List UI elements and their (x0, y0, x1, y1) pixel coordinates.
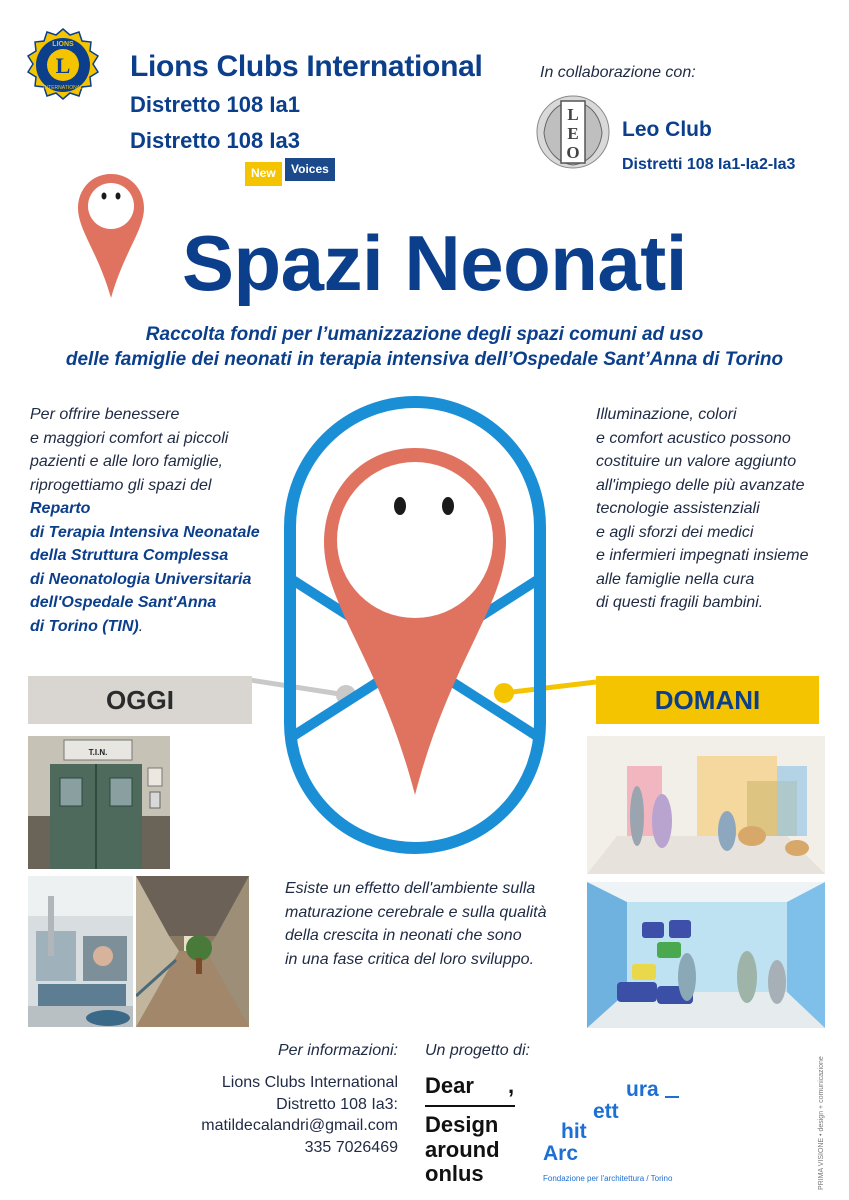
right-line: e comfort acustico possono (596, 429, 791, 447)
today-label: OGGI (106, 685, 174, 715)
photo-hospital-corridor (136, 876, 249, 1027)
baby-capsule-illustration (250, 390, 600, 860)
tin-door-sign: T.I.N. (88, 748, 108, 757)
design-credit: PRIMA VISIONE • design + comunicazione (818, 1056, 825, 1190)
arch-underscore (665, 1096, 679, 1098)
contact-district: Distretto 108 Ia3: (276, 1095, 398, 1113)
arch-ura: ura (626, 1078, 659, 1101)
subtitle-line-1: Raccolta fondi per l’umanizzazione degli spazi comuni ad uso (145, 324, 704, 345)
center-line: della crescita in neonati che sono (285, 927, 522, 944)
district-1: Distretto 108 Ia1 (130, 92, 300, 117)
lions-logo (24, 27, 102, 111)
contact-email[interactable]: matildecalandri@gmail.com (201, 1117, 398, 1134)
tomorrow-label: DOMANI (654, 685, 761, 715)
left-bold-line: di Torino (TIN) (30, 617, 139, 635)
arch-hit: hit (561, 1120, 587, 1143)
subtitle (0, 322, 849, 372)
dear-logo-line: around (425, 1136, 500, 1162)
left-bold-line: Reparto (30, 500, 91, 517)
leo-logo (534, 93, 612, 171)
dear-logo-comma: , (508, 1073, 515, 1098)
dear-logo-top: Dear (425, 1073, 474, 1098)
today-band (28, 676, 252, 724)
right-line: e infermieri impegnati insieme (596, 547, 809, 564)
arch-arc: Arc (543, 1142, 579, 1165)
left-line: pazienti e alle loro famiglie, (30, 453, 223, 470)
left-line: riprogettiamo gli spazi del (30, 476, 212, 494)
left-end-period: . (138, 617, 144, 635)
dear-logo-bottom (425, 1113, 500, 1187)
render-family-lounge (587, 736, 825, 874)
oggi-connector (250, 680, 346, 695)
right-line: di questi fragili bambini. (596, 594, 764, 611)
center-line: Esiste un effetto dell'ambiente sulla (285, 880, 536, 897)
project-label: Un progetto di: (425, 1042, 530, 1059)
info-label: Per informazioni: (277, 1042, 398, 1059)
district-2: Distretto 108 Ia3 (130, 128, 300, 153)
subtitle-line-2: delle famiglie dei neonati in terapia intensiva dell’Ospedale Sant’Anna di Torino (65, 349, 784, 370)
left-description (30, 403, 280, 638)
center-line: in una fase critica del loro sviluppo. (285, 950, 535, 968)
dear-logo-line: onlus (425, 1161, 484, 1186)
lions-logo-top-text: LIONS (52, 41, 74, 48)
domani-connector (504, 682, 596, 693)
svg-text:L: L (567, 105, 579, 124)
lions-logo-bottom-text: INTERNATIONAL (43, 85, 83, 91)
right-line: e agli sforzi dei medici (596, 523, 754, 541)
architettura-logo (543, 1074, 693, 1174)
contact-org: Lions Clubs International (221, 1074, 398, 1091)
architettura-foundation-caption: Fondazione per l'architettura / Torino (543, 1174, 673, 1183)
collaboration-label: In collaborazione con: (540, 64, 696, 81)
photo-tin-door (28, 736, 170, 869)
dear-logo-line: Design (425, 1112, 499, 1137)
right-description (596, 403, 836, 615)
left-bold-line: di Neonatologia Universitaria (30, 570, 252, 588)
dear-logo-divider (425, 1105, 515, 1107)
main-title: Spazi Neonati (182, 219, 687, 307)
right-line: Illuminazione, colori (596, 406, 737, 423)
left-bold-line: dell'Ospedale Sant'Anna (30, 594, 217, 611)
small-pin-mascot-icon (76, 172, 146, 302)
leo-districts: Distretti 108 Ia1-Ia2-Ia3 (622, 156, 796, 173)
photo-intensive-care-room (28, 876, 133, 1027)
contact-info (195, 1072, 398, 1158)
left-line: Per offrire benessere (30, 406, 180, 423)
contact-phone[interactable]: 335 7026469 (304, 1138, 398, 1156)
left-line: e maggiori comfort ai piccoli (30, 429, 229, 447)
svg-text:O: O (566, 143, 580, 162)
right-line: all'impiego delle più avanzate (596, 476, 805, 494)
center-description (285, 877, 585, 971)
left-bold-line: della Struttura Complessa (30, 547, 229, 564)
arch-ett: ett (593, 1100, 619, 1123)
lions-title: Lions Clubs International (130, 50, 483, 83)
center-line: maturazione cerebrale e sulla qualità (285, 903, 547, 921)
lions-logo-letter: L (55, 53, 71, 78)
right-line: tecnologie assistenziali (596, 500, 760, 517)
svg-text:E: E (567, 124, 579, 143)
render-play-area (587, 882, 825, 1028)
right-line: alle famiglie nella cura (596, 570, 755, 588)
right-line: costituire un valore aggiunto (596, 453, 797, 470)
left-bold-line: di Terapia Intensiva Neonatale (30, 523, 260, 541)
new-voices-new-badge: New (245, 162, 282, 186)
new-voices-voices-badge: Voices (285, 158, 335, 181)
tomorrow-band (596, 676, 819, 724)
leo-club-label: Leo Club (622, 118, 712, 141)
